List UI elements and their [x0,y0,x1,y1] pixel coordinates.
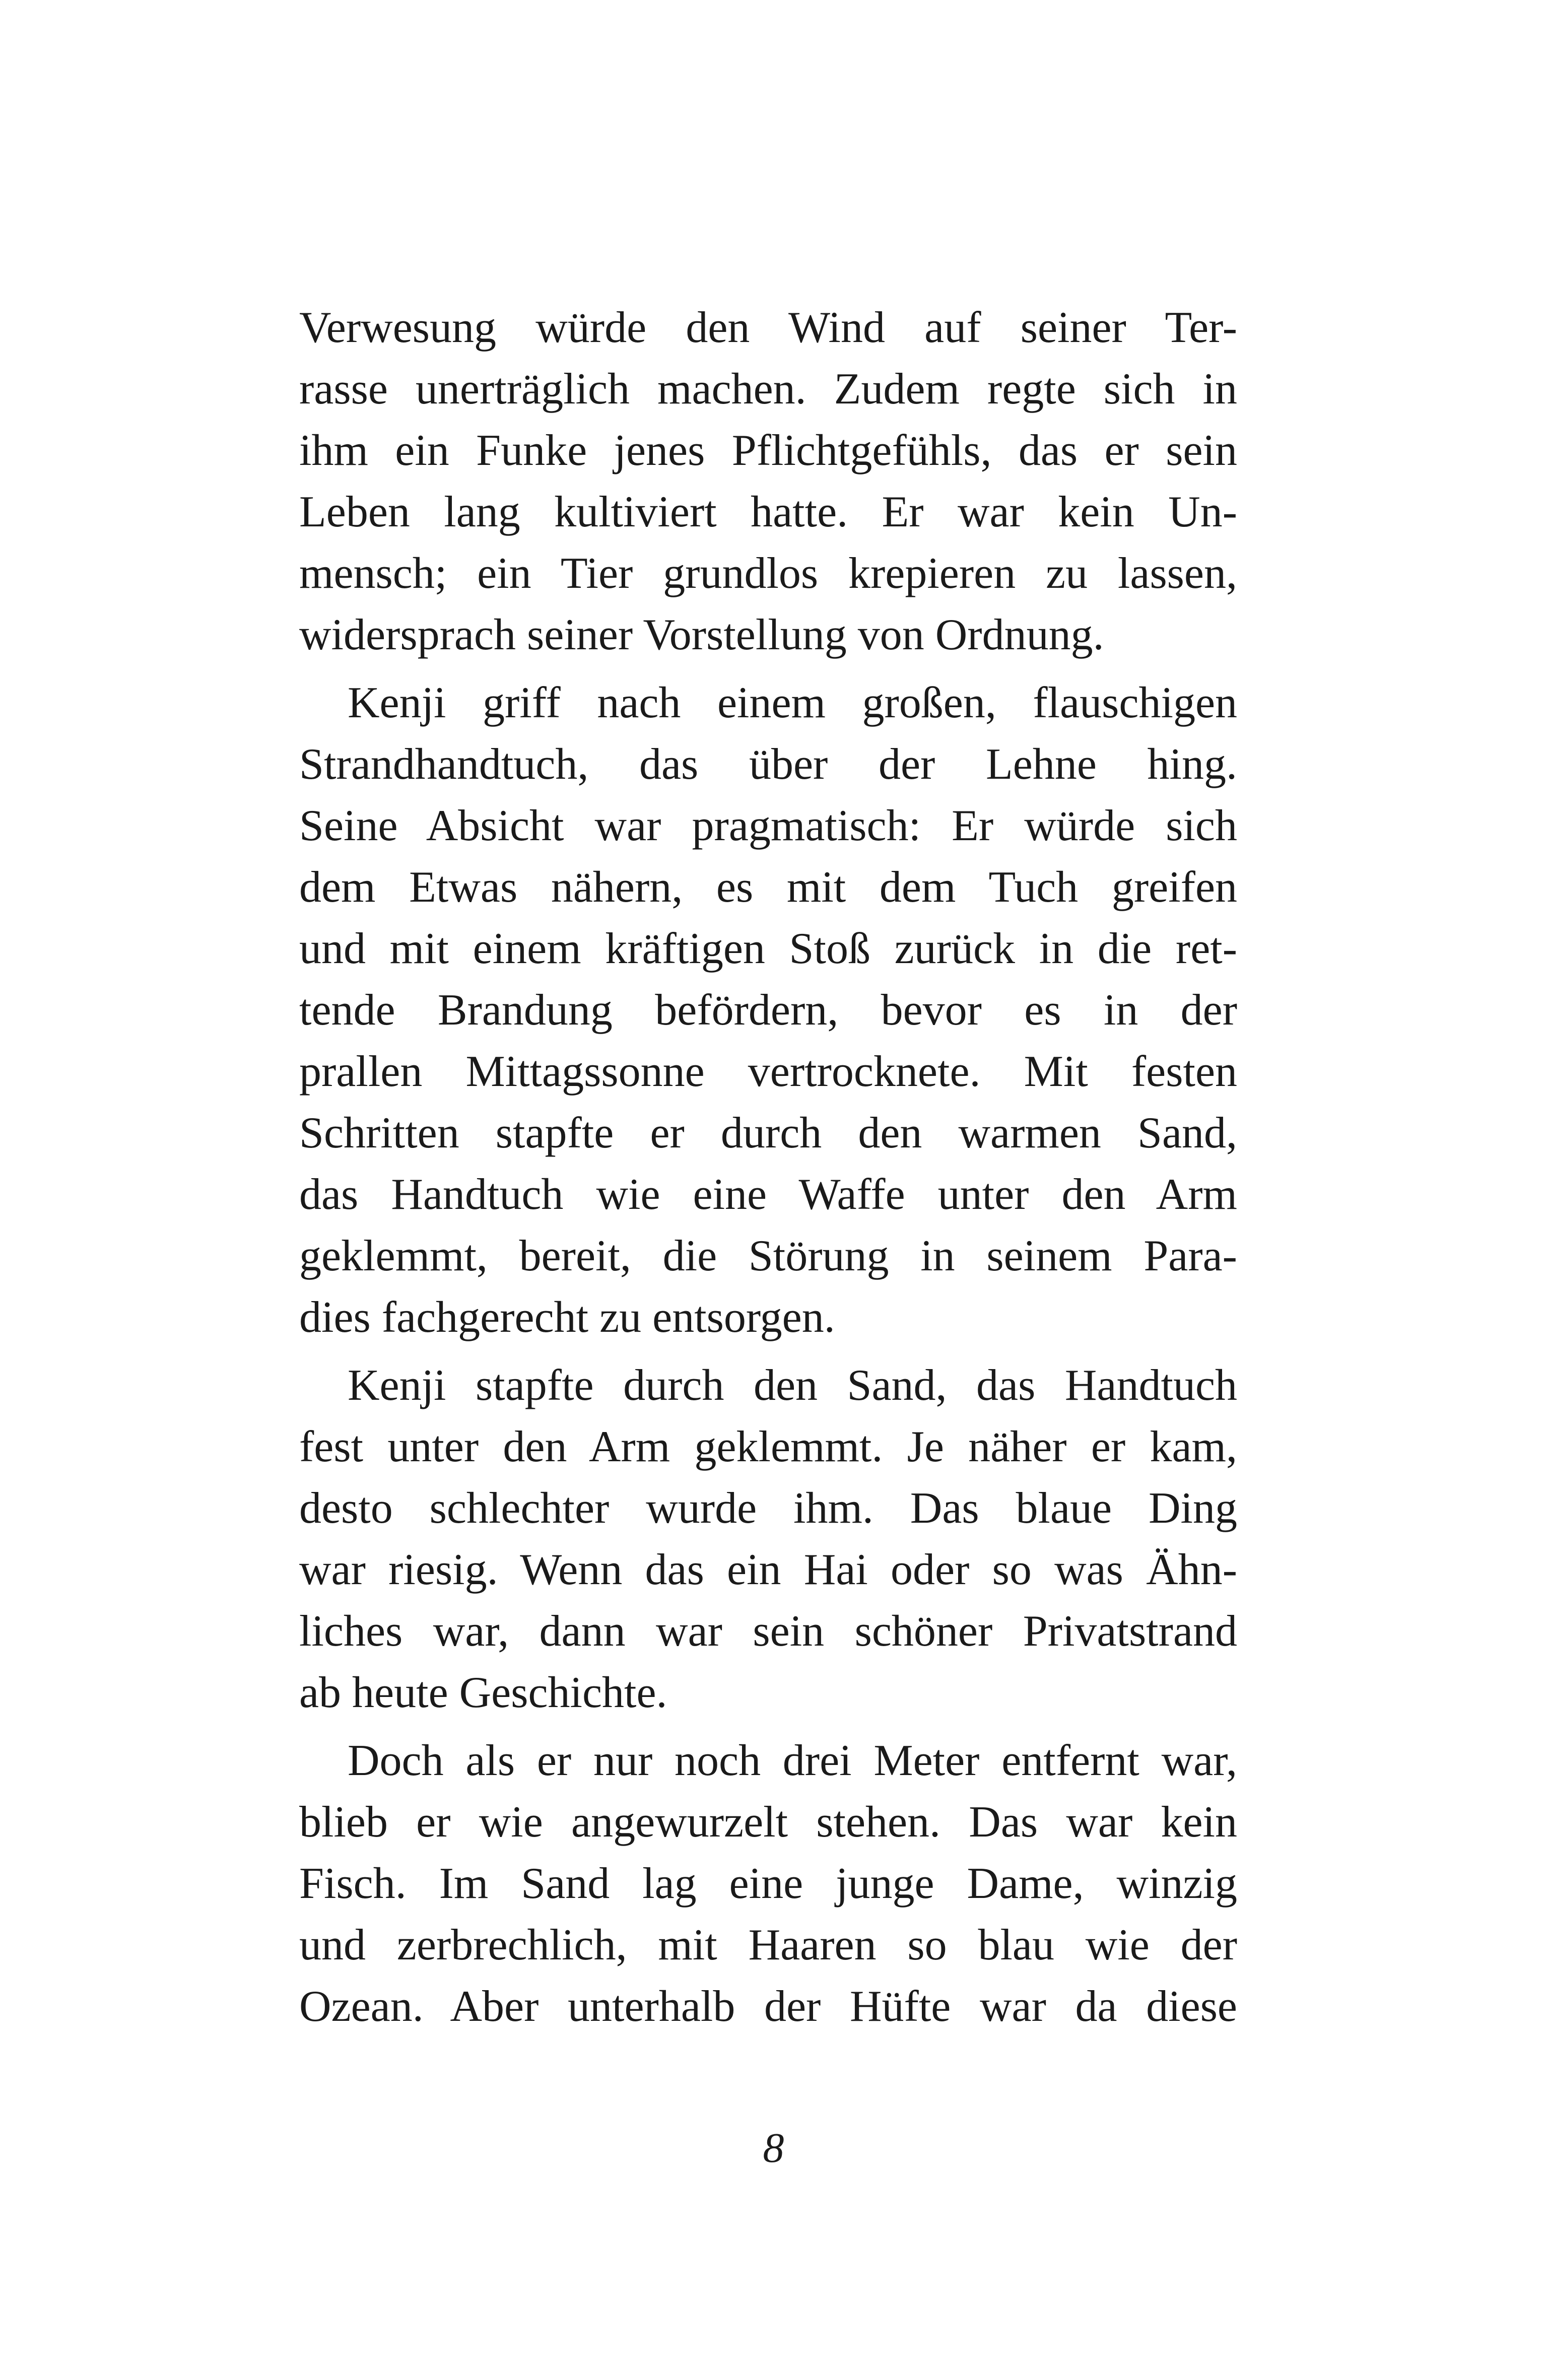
paragraph-first-line: Kenji griff nach einem großen, flauschigen [348,678,1237,727]
text-line: und mit einem kräftigen Stoß zurück in die ret- [299,924,1237,973]
text-line: blieb er wie angewurzelt stehen. Das war kein [299,1798,1237,1847]
text-line: fest unter den Arm geklemmt. Je näher er kam, [299,1422,1237,1471]
text-line: Fisch. Im Sand lag eine junge Dame, winzig [299,1859,1237,1908]
text-line: Verwesung würde den Wind auf seiner Ter- [299,303,1237,352]
paragraph-first-line: Kenji stapfte durch den Sand, das Handtuch [348,1361,1237,1410]
text-line: Seine Absicht war pragmatisch: Er würde sich [299,801,1237,850]
page-number: 8 [763,2125,784,2171]
text-line: ab heute Geschichte. [299,1668,667,1717]
text-line: Schritten stapfte er durch den warmen Sand, [299,1109,1237,1158]
text-line: dem Etwas nähern, es mit dem Tuch greifen [299,863,1237,912]
text-line: tende Brandung befördern, bevor es in der [299,986,1237,1035]
text-line: Strandhandtuch, das über der Lehne hing. [299,740,1237,789]
text-line: liches war, dann war sein schöner Privatstrand [299,1607,1237,1656]
text-line: dies fachgerecht zu entsorgen. [299,1293,835,1342]
text-line: rasse unerträglich machen. Zudem regte sich in [299,365,1237,414]
text-line: Leben lang kultiviert hatte. Er war kein Un- [299,488,1237,536]
text-line: Ozean. Aber unterhalb der Hüfte war da diese [299,1982,1237,2031]
text-line: desto schlechter wurde ihm. Das blaue Ding [299,1484,1237,1533]
text-line: widersprach seiner Vorstellung von Ordnung. [299,610,1104,659]
text-line: geklemmt, bereit, die Störung in seinem Para- [299,1232,1237,1280]
text-line: und zerbrechlich, mit Haaren so blau wie der [299,1921,1237,1969]
text-line: war riesig. Wenn das ein Hai oder so was Ähn- [299,1545,1237,1594]
text-line: mensch; ein Tier grundlos krepieren zu lassen, [299,549,1237,598]
text-line: das Handtuch wie eine Waffe unter den Arm [299,1170,1237,1219]
text-line: ihm ein Funke jenes Pflichtgefühls, das er sein [299,426,1237,475]
text-line: prallen Mittagssonne vertrocknete. Mit festen [299,1047,1237,1096]
paragraph-first-line: Doch als er nur noch drei Meter entfernt war, [348,1736,1237,1785]
